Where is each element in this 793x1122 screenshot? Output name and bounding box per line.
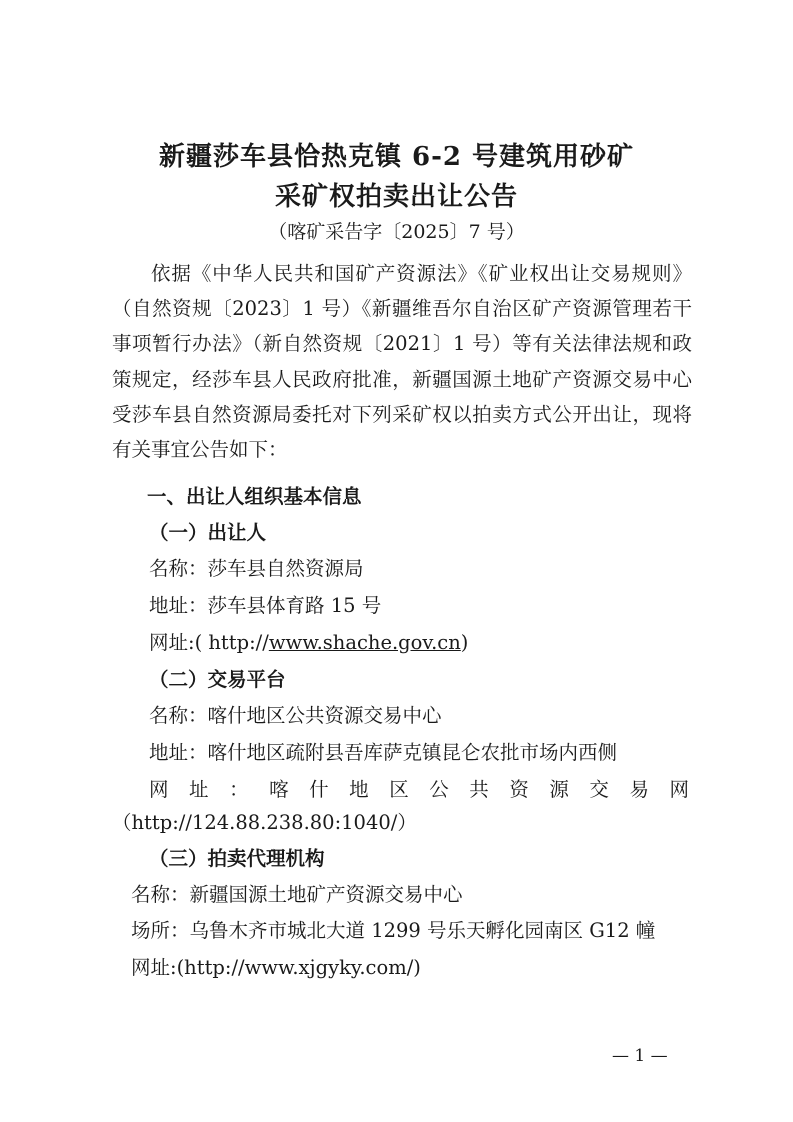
grantor-website-prefix: 网址:( http:// (149, 631, 269, 654)
grantor-address: 地址：莎车县体育路 15 号 (149, 594, 382, 617)
agency-website: 网址:(http://www.xjgyky.com/) (131, 956, 421, 979)
grantor-name: 名称：莎车县自然资源局 (149, 557, 364, 580)
grantor-website-suffix: ) (460, 631, 469, 654)
platform-address: 地址：喀什地区疏附县吾库萨克镇昆仑农批市场内西侧 (149, 741, 618, 764)
agency-location: 场所：乌鲁木齐市城北大道 1299 号乐天孵化园南区 G12 幢 (131, 919, 656, 942)
platform-name: 名称：喀什地区公共资源交易中心 (149, 704, 442, 727)
grantor-website-link[interactable]: www.shache.gov.cn (268, 631, 461, 654)
grantor-heading: （一）出让人 (149, 521, 267, 544)
agency-heading: （三）拍卖代理机构 (149, 847, 325, 870)
agency-name: 名称：新疆国源土地矿产资源交易中心 (131, 883, 463, 906)
title-line-2: 采矿权拍卖出让公告 (274, 182, 518, 212)
document-number: （喀矿采告字〔2025〕7 号） (268, 221, 525, 243)
title-line-1: 新疆莎车县恰热克镇 6-2 号建筑用砂矿 (158, 142, 635, 172)
platform-website-url: （http://124.88.238.80:1040/） (112, 811, 417, 834)
intro-paragraph: 依据《中华人民共和国矿产资源法》《矿业权出让交易规则》（自然资规〔2023〕1 号）《新疆维吾尔自治区矿产资源管理若干事项暂行办法》（新自然资规〔2021〕1 号）等有关法律法规和政策规定，经莎车县人民政府批准，新疆国源土地矿产资源交易中心受莎车县自然资源局委托对下列采矿权以拍卖方式公开出让，现将有关事宜公告如下： (112, 262, 692, 462)
platform-heading: （二）交易平台 (149, 668, 286, 691)
grantor-website (149, 625, 468, 661)
section-1-heading: 一、出让人组织基本信息 (147, 485, 362, 508)
page-number: — 1 — (612, 1046, 668, 1066)
platform-website-label: 网址：喀什地区公共资源交易网 (149, 778, 689, 801)
